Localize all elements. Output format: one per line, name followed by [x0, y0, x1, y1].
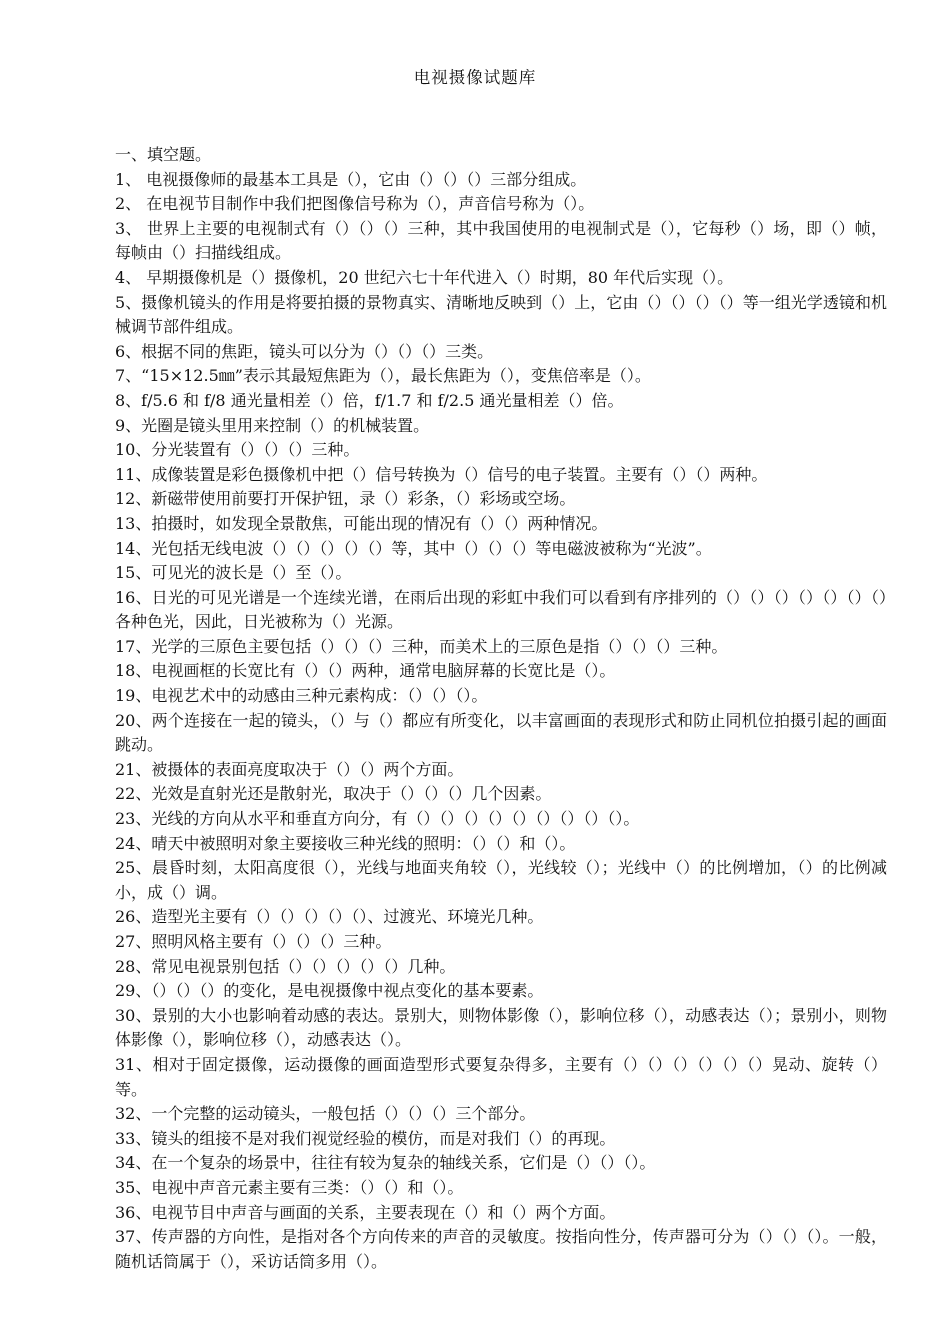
question-item: 23、光线的方向从水平和垂直方向分，有（）（）（）（）（）（）（）（）（）。 [115, 809, 640, 829]
question-item: 14、光包括无线电波（）（）（）（）（）等，其中（）（）（）等电磁波被称为“光波”。 [115, 538, 712, 558]
question-item: 25、晨昏时刻，太阳高度很（），光线与地面夹角较（），光线较（）；光线中（）的比例增加，（）的比例减小，成（）调。 [115, 858, 887, 902]
question-item: 27、照明风格主要有（）（）（）三种。 [115, 932, 392, 951]
question-item: 7、“15×12.5㎜”表示其最短焦距为（），最长焦距为（），变焦倍率是（）。 [115, 366, 651, 386]
question-item: 11、成像装置是彩色摄像机中把（）信号转换为（）信号的电子装置。主要有（）（）两种。 [115, 464, 768, 484]
question-item: 4、 早期摄像机是（）摄像机，20 世纪六七十年代进入（）时期，80 年代后实现（）。 [115, 267, 734, 287]
question-item: 24、晴天中被照明对象主要接收三种光线的照明：（）（）和（）。 [115, 833, 576, 853]
question-item: 30、景别的大小也影响着动感的表达。景别大，则物体影像（），影响位移（），动感表达（）；景别小，则物体影像（），影响位移（），动感表达（）。 [115, 1005, 887, 1050]
question-item: 5、摄像机镜头的作用是将要拍摄的景物真实、清晰地反映到（）上，它由（）（）（）（）等一组光学透镜和机械调节部件组成。 [115, 292, 887, 337]
question-item: 12、新磁带使用前要打开保护钮，录（）彩条，（）彩场或空场。 [115, 489, 576, 509]
question-item: 29、（）（）（）的变化，是电视摄像中视点变化的基本要素。 [115, 981, 544, 1001]
document-title: 电视摄像试题库 [413, 68, 537, 87]
question-list [115, 143, 887, 1274]
question-item: 21、被摄体的表面亮度取决于（）（）两个方面。 [115, 759, 464, 779]
question-item: 13、拍摄时，如发现全景散焦，可能出现的情况有（）（）两种情况。 [115, 513, 608, 533]
question-item: 18、电视画框的长宽比有（）（）两种，通常电脑屏幕的长宽比是（）。 [115, 661, 616, 681]
question-item: 3、 世界上主要的电视制式有（）（）（）三种，其中我国使用的电视制式是（），它每秒（）场，即（）帧，每帧由（）扫描线组成。 [115, 218, 887, 263]
question-item: 37、传声器的方向性，是指对各个方向传来的声音的灵敏度。按指向性分，传声器可分为（）（）（）。一般，随机话筒属于（），采访话筒多用（）。 [115, 1227, 887, 1271]
question-item: 33、镜头的组接不是对我们视觉经验的模仿，而是对我们（）的再现。 [115, 1128, 616, 1148]
question-item: 2、 在电视节目制作中我们把图像信号称为（），声音信号称为（）。 [115, 194, 595, 214]
question-item: 10、分光装置有（）（）（）三种。 [115, 440, 360, 460]
question-item: 36、电视节目中声音与画面的关系，主要表现在（）和（）两个方面。 [115, 1202, 616, 1222]
section-heading: 一、填空题。 [115, 145, 212, 164]
question-item: 35、电视中声音元素主要有三类：（）（）和（）。 [115, 1177, 464, 1197]
question-item: 15、可见光的波长是（）至（）。 [115, 563, 352, 583]
question-item: 28、常见电视景别包括（）（）（）（）（）几种。 [115, 956, 456, 976]
question-item: 19、电视艺术中的动感由三种元素构成：（）（）（）。 [115, 686, 488, 706]
question-item: 8、f/5.6 和 f/8 通光量相差（）倍，f/1.7 和 f/2.5 通光量相差（）倍。 [115, 390, 624, 410]
question-item: 26、造型光主要有（）（）（）（）（）、过渡光、环境光几种。 [115, 907, 544, 927]
question-item: 1、 电视摄像师的最基本工具是（），它由（）（）（）三部分组成。 [115, 169, 587, 189]
question-item: 17、光学的三原色主要包括（）（）（）三种，而美术上的三原色是指（）（）（）三种。 [115, 636, 728, 656]
question-item: 31、相对于固定摄像，运动摄像的画面造型形式要复杂得多，主要有（）（）（）（）（）（）晃动、旋转（）等。 [115, 1054, 887, 1099]
question-item: 32、一个完整的运动镜头，一般包括（）（）（）三个部分。 [115, 1104, 536, 1124]
question-item: 9、光圈是镜头里用来控制（）的机械装置。 [115, 415, 430, 435]
question-item: 34、在一个复杂的场景中，往往有较为复杂的轴线关系，它们是（）（）（）。 [115, 1153, 656, 1173]
question-item: 16、日光的可见光谱是一个连续光谱，在雨后出现的彩虹中我们可以看到有序排列的（）（）（）（）（）（）（）各种色光，因此，日光被称为（）光源。 [115, 587, 887, 632]
question-item: 6、根据不同的焦距，镜头可以分为（）（）（）三类。 [115, 341, 494, 361]
question-item: 20、两个连接在一起的镜头，（）与（）都应有所变化，以丰富画面的表现形式和防止同机位拍摄引起的画面跳动。 [115, 710, 887, 755]
question-item: 22、光效是直射光还是散射光，取决于（）（）（）几个因素。 [115, 784, 552, 804]
